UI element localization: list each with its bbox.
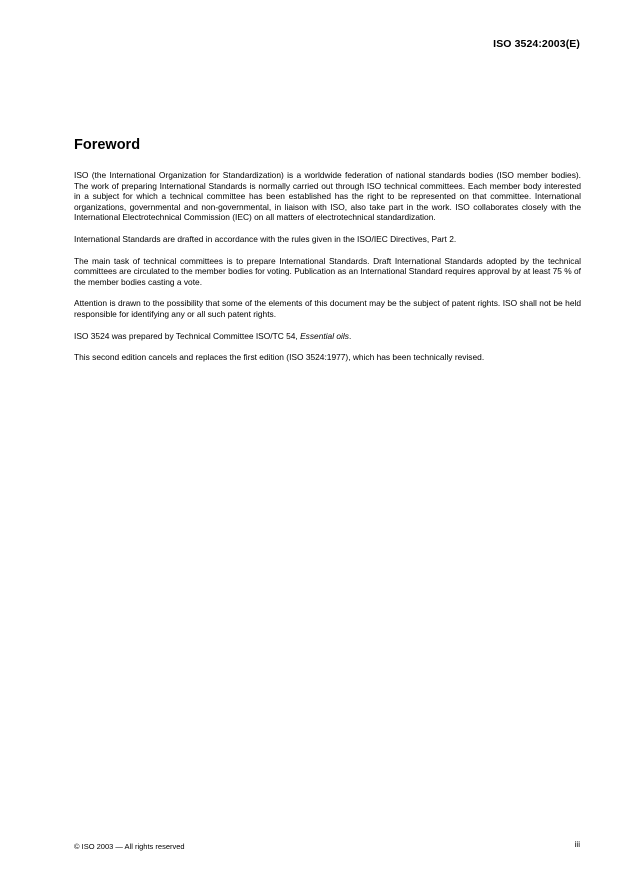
- copyright-footer: © ISO 2003 — All rights reserved: [74, 842, 185, 851]
- page-number: iii: [574, 840, 580, 849]
- prepared-by-text: ISO 3524 was prepared by Technical Committee ISO/TC 54,: [74, 330, 301, 341]
- document-id-header: ISO 3524:2003(E): [493, 38, 580, 50]
- prepared-by-suffix: .: [348, 330, 352, 341]
- paragraph-technical-committees: The main task of technical committees is to prepare International Standards. Draft International Standards adopted by the technical committees are circulated to the member bodies for voting. Publication as an International Standard requires approval by at least 75 % of the member bodies casting a vote.: [74, 255, 581, 287]
- paragraph-prepared-by: [74, 331, 581, 342]
- paragraph-patent-rights: Attention is drawn to the possibility that some of the elements of this document may be the subject of patent rights. ISO shall not be held responsible for identifying any or all such patent rights.: [74, 298, 581, 319]
- committee-name: Essential oils: [300, 330, 349, 341]
- page-title: Foreword: [74, 137, 141, 153]
- foreword-body: [74, 170, 581, 374]
- paragraph-edition-note: This second edition cancels and replaces the first edition (ISO 3524:1977), which has been technically revised.: [74, 352, 485, 363]
- paragraph-iso-overview: ISO (the International Organization for Standardization) is a worldwide federation of national standards bodies (ISO member bodies). The work of preparing International Standards is normally carried out through ISO technical committees. Each member body interested in a subject for which a technical committee has been established has the right to be represented on that committee. International organizations, governmental and non-governmental, in liaison with ISO, also take part in the work. ISO collaborates closely with the International Electrotechnical Commission (IEC) on all matters of electrotechnical standardization.: [74, 170, 581, 223]
- paragraph-drafting-rules: International Standards are drafted in accordance with the rules given in the ISO/IEC Directives, Part 2.: [74, 233, 457, 244]
